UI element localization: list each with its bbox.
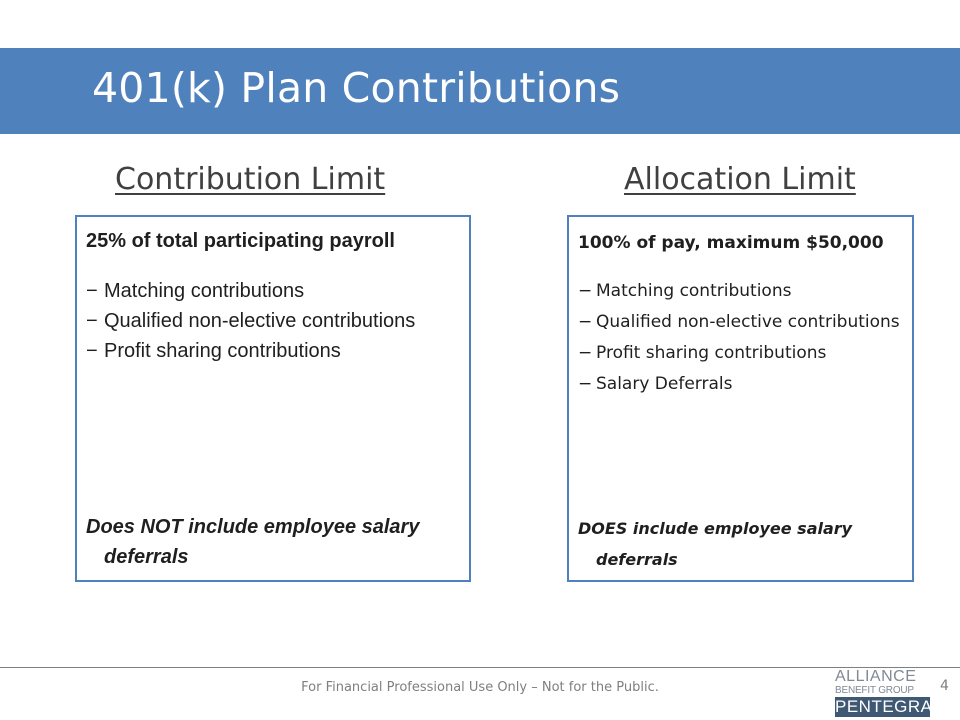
list-item-label: Salary Deferrals [596,374,733,394]
list-item [86,276,466,306]
allocation-limit-list [578,276,912,400]
contribution-limit-content [86,226,466,366]
list-item [578,276,912,307]
bullet-dash: − [86,280,98,302]
bullet-dash: − [86,340,98,362]
contribution-limit-note: Does NOT include employee salary deferrals [86,516,420,568]
list-item-label: Qualified non-elective contributions [596,312,900,332]
logo-line-alliance: ALLIANCE [835,668,917,685]
contribution-limit-list [86,276,466,366]
allocation-limit-content [578,228,912,400]
list-item [578,369,912,400]
list-item-label: Profit sharing contributions [104,340,341,362]
footer-disclaimer: For Financial Professional Use Only – Not for the Public. [301,680,659,695]
list-item [86,306,466,336]
footer-divider [0,667,960,668]
list-item-label: Matching contributions [596,281,792,301]
bullet-dash: − [578,312,593,332]
logo-line-pentegra: PENTEGRA [835,697,933,716]
bullet-dash: − [578,281,593,301]
list-item [578,338,912,369]
company-logo [835,668,933,718]
slide-title: 401(k) Plan Contributions [92,64,621,112]
list-item-label: Qualified non-elective contributions [104,310,416,332]
list-item-label: Profit sharing contributions [596,343,827,363]
allocation-limit-lead: 100% of pay, maximum $50,000 [578,233,884,253]
logo-line-benefit-group: BENEFIT GROUP [835,685,914,696]
list-item-label: Matching contributions [104,280,305,302]
contribution-limit-lead: 25% of total participating payroll [86,230,395,252]
bullet-dash: − [578,374,593,394]
list-item [86,336,466,366]
list-item [578,307,912,338]
bullet-dash: − [578,343,593,363]
bullet-dash: − [86,310,98,332]
allocation-limit-note: DOES include employee salary deferrals [578,519,853,569]
page-number: 4 [940,678,949,694]
allocation-limit-heading: Allocation Limit [624,162,856,197]
contribution-limit-heading: Contribution Limit [115,162,386,197]
